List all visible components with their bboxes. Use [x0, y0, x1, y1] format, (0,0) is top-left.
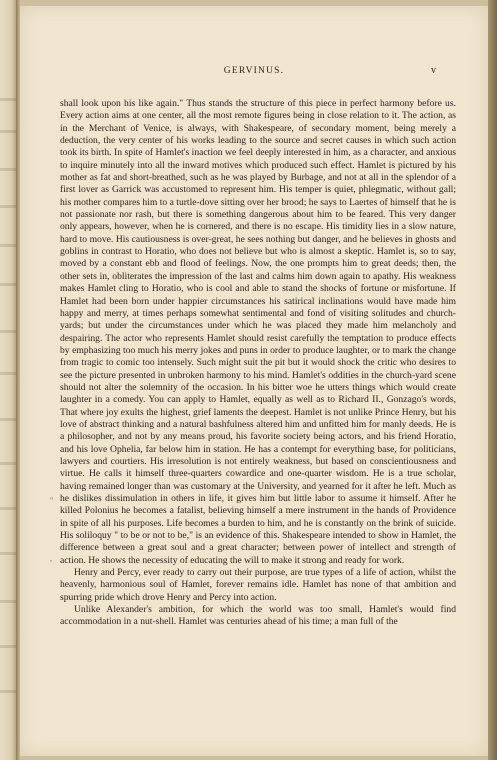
facing-page-text-trace	[0, 418, 16, 421]
running-head: GERVINUS.	[223, 66, 285, 76]
margin-mark: "	[50, 496, 54, 505]
facing-page-text-trace	[0, 462, 16, 465]
facing-page-text-trace	[0, 283, 16, 286]
facing-page-text-trace	[0, 244, 16, 247]
facing-page-text-trace	[0, 130, 16, 133]
facing-page-text-trace	[0, 98, 16, 101]
facing-page-text-trace	[0, 168, 16, 171]
margin-mark: ,	[50, 554, 52, 563]
paragraph: Henry and Percy, ever ready to carry out their purpose, are true types of a life of action, whilst the heavenly, harmonious soul of Hamlet, forever remains idle. Hamlet has none of that ambition and spurring pride which drove Henry and Percy into action.	[60, 567, 456, 603]
facing-page-text-trace	[0, 552, 16, 555]
paragraph: shall look upon his like again." Thus stands the structure of this piece in perfect harmony before us. Every action aims at one center, all the most remote figures being in close relation to it. The action, as in the Merchant of Venice, is always, with Shakespeare, of secondary moment, being merely a deduction, the very center of his works leading to the source and secret causes in which such action took its birth. In spite of Hamlet's inaction we feel deeply interested in him, as a character, and anxious to inquire minutely into all the inward motives which produced such effect. Hamlet is pictured by his mother as fat and short-breathed, such as he was played by Burbage, and not at all in the splendor of a first lover as Garrick was accustomed to represent him. His temper is quiet, phlegmatic, without gall; his mother compares him to a turtle-dove sitting over her brood; he says to Laertes of himself that he is not passionate nor rash, but there is something dangerous about him to be feared. This very danger only appears, however, when he is cornered, and there is no escape. His timidity lies in a slow nature, hard to move. His cautiousness is over-great, he sees nothing but danger, and he believes in ghosts and goblins in contrast to Horatio, who does not believe but who is almost a skeptic. Hamlet is, so to say, moved by a constant ebb and flood of feelings. Now, the one prompts him to great deeds; then, the other sets in, obliterates the impression of the last and calms him down again to apathy. His weakness makes Hamlet cling to Horatio, who is cool and able to stand the shocks of fortune or misfortune. If Hamlet had been born under happier circumstances his satirical inclinations would have made him happy and merry, at times perhaps somewhat sentimental and fond of visiting solitudes and church-yards; but under the circumstances under which he was placed they made him melancholy and despairing. The actor who represents Hamlet should resist carefully the temptation to produce effects by emphasizing too much his merry jokes and puns in order to produce laughter, or to mark the change from tragic to comic too intensely. Such might suit the pit but it would shock the critic who desires to see the picture presented in unbroken harmony to his mind. Hamlet's oddities in the church-yard scene should not alter the solemnity of the occasion. In his bitter woe he utters things which would create laughter in a comedy. You can apply to Hamlet, equally as well as to Richard II., Gonzago's words, That where joy exults the highest, grief laments the deepest. Hamlet is not unlike Prince Henry, but his love of abstract thinking and a natural bashfulness altered him and unfitted him for manly deeds. He is a philosopher, and not by any means proud, his favorite society being actors, and his friend Horatio, and his love Ophelia, far below him in station. He has a contempt for everything base, for politicians, lawyers and courtiers. His irresolution is not entirely weakness, but based on conscientiousness and virtue. He calls it himself three-quarters cowardice and one-quarter wisdom. He is a true scholar, having remained longer than was customary at the University, and yearned for it after he left. Much as he dislikes dissimulation in others in life, it gives him but little labor to assume it himself. After he killed Polonius he becomes a fatalist, believing himself a mere instrument in the hands of Providence in spite of all his purposes. Life becomes a burden to him, and he is constantly on the brink of suicide. His soliloquy " to be or not to be," is an evidence of this. Shakespeare intended to show in Hamlet, the difference between a great soul and a great character; between power of intellect and strength of action. He shows the necessity of educating the will to make it strong and ready for work.	[60, 98, 456, 566]
facing-page-text-trace	[0, 372, 16, 375]
book-page	[20, 6, 488, 756]
body-text	[60, 98, 456, 629]
page-number: v	[431, 65, 436, 76]
page-edge-right	[488, 0, 497, 760]
facing-page-text-trace	[0, 690, 16, 693]
paragraph: Unlike Alexander's ambition, for which the world was too small, Hamlet's would find accommodation in a nut-shell. Hamlet was centuries ahead of his time; a man full of the	[60, 604, 456, 628]
facing-page-text-trace	[0, 330, 16, 333]
facing-page-text-trace	[0, 600, 16, 603]
facing-page-text-trace	[0, 507, 16, 510]
facing-page-text-trace	[0, 205, 16, 208]
facing-page-text-trace	[0, 645, 16, 648]
facing-page-edge	[0, 0, 16, 760]
